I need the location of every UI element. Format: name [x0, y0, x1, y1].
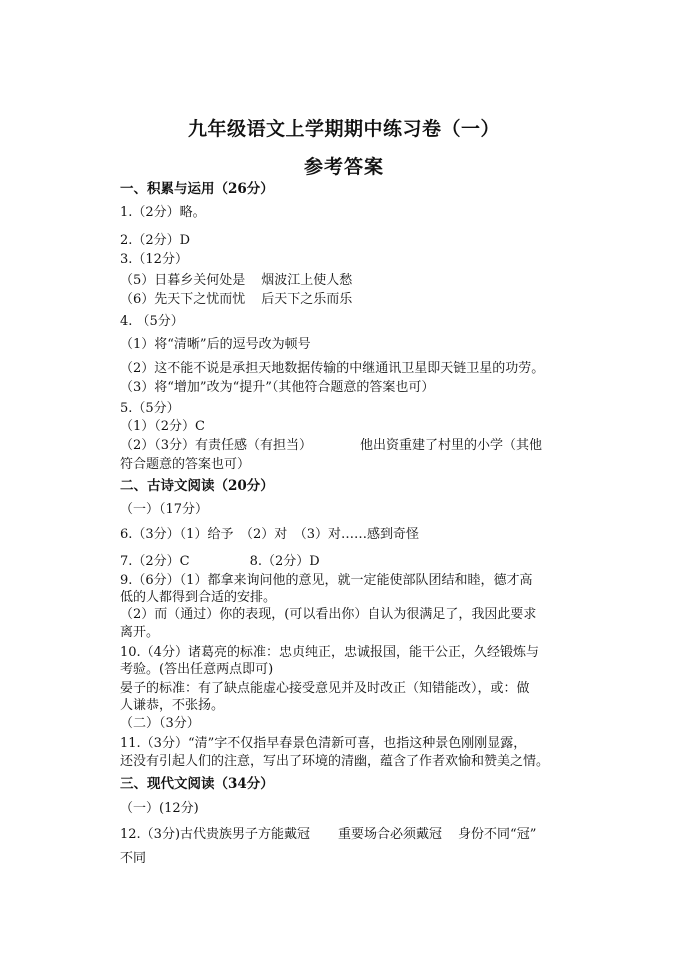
answer-line: 还没有引起人们的注意，写出了环境的清幽，蕴含了作者欢愉和赞美之情。	[120, 754, 550, 769]
answer-text: 他出资重建了村里的小学（其他	[360, 438, 543, 453]
answer-line: 11.（3分）“清”字不仅指早春景色清新可喜，也指这种景色刚刚显露，	[120, 736, 527, 751]
answer-text: （6）先天下之忧而忧	[120, 292, 246, 307]
answer-line: 离开。	[120, 625, 160, 640]
answer-line: （2）而（通过）你的表现，(可以看出你）自认为很满足了，我因此要求	[120, 607, 537, 622]
answer-line	[120, 291, 352, 308]
answer-line: （一）(12分)	[120, 801, 199, 816]
answer-line: （1）将“清晰”后的逗号改为顿号	[120, 337, 311, 352]
answer-line: 1.（2分）略。	[120, 205, 206, 220]
section-heading-2: 二、古诗文阅读（20分）	[120, 478, 274, 494]
answer-line	[120, 553, 320, 570]
answer-text: （5）日暮乡关何处是	[120, 273, 246, 288]
section-heading-3: 三、现代文阅读（34分）	[120, 776, 274, 792]
document-title: 九年级语文上学期期中练习卷（一）	[187, 118, 500, 140]
section-heading-1: 一、积累与运用（26分）	[120, 181, 274, 197]
answer-line: （2）这不能不说是承担天地数据传输的中继通讯卫星即天链卫星的功劳。	[120, 361, 545, 376]
answer-line: 9.（6分）（1）都拿来询问他的意见，就一定能使部队团结和睦，德才高	[120, 573, 533, 588]
answer-line: （二）（3分）	[120, 716, 200, 731]
answer-line: 2.（2分）D	[120, 233, 191, 248]
answer-text: 7.（2分）C	[120, 554, 190, 569]
answer-text: 后天下之乐而乐	[261, 292, 353, 307]
answer-text: 烟波江上使人愁	[261, 273, 353, 288]
answer-text: 12.（3分)古代贵族男子方能戴冠	[120, 827, 311, 842]
answer-line: （1）（2分）C	[120, 419, 205, 434]
answer-line: 6.（3分）（1）给予 （2）对 （3）对……感到奇怪	[120, 527, 419, 542]
answer-line: 4. （5分）	[120, 314, 184, 329]
answer-line: 不同	[120, 851, 147, 866]
answer-text: 8.（2分）D	[249, 554, 320, 569]
answer-line: （一）（17分）	[120, 502, 209, 517]
answer-line: 晏子的标准：有了缺点能虚心接受意见并及时改正（知错能改），或：做	[120, 681, 530, 696]
answer-line	[120, 272, 352, 289]
answer-line: 人谦恭，不张扬。	[120, 698, 225, 713]
answer-line: 符合题意的答案也可）	[120, 457, 251, 472]
answer-text: 重要场合必须戴冠	[338, 827, 443, 842]
answer-line: 3.（12分）	[120, 252, 188, 267]
document-subtitle: 参考答案	[303, 156, 384, 178]
answer-line: 考验。(答出任意两点即可)	[120, 662, 274, 677]
answer-text: （2）（3分）有责任感（有担当）	[120, 438, 313, 453]
answer-line: （3）将“增加”改为“提升”（其他符合题意的答案也可）	[120, 380, 435, 395]
answer-line	[120, 437, 542, 454]
answer-line	[120, 826, 536, 843]
answer-text: 身份不同“冠”	[458, 827, 537, 842]
answer-line: 低的人都得到合适的安排。	[120, 590, 277, 605]
answer-line: 5.（5分）	[120, 401, 180, 416]
answer-line: 10.（4分）诸葛亮的标准：忠贞纯正，忠诚报国，能干公正，久经锻炼与	[120, 645, 539, 660]
